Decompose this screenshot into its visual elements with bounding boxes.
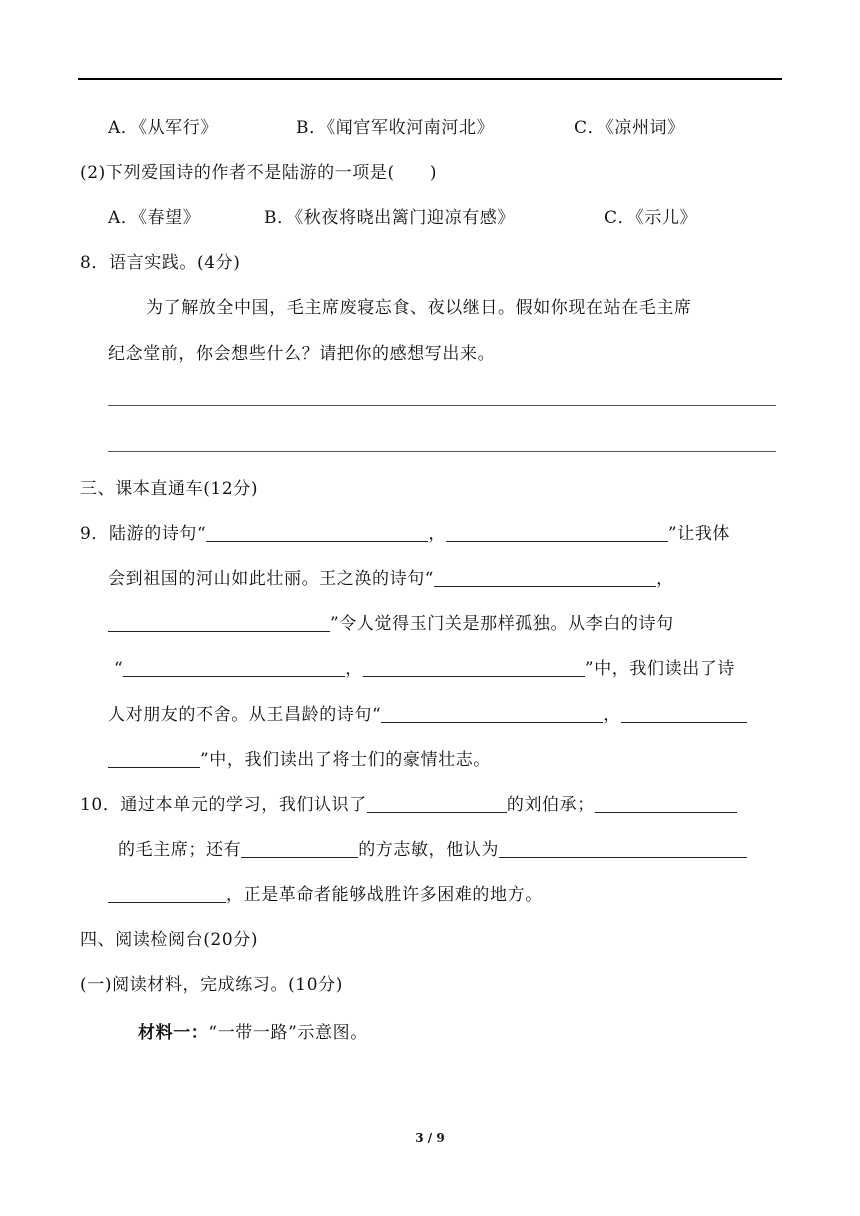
- fill-blank[interactable]: [108, 884, 226, 903]
- q7-1-options: [108, 117, 685, 139]
- q9-text: ，: [603, 705, 621, 725]
- fill-blank[interactable]: [621, 704, 747, 723]
- fill-blank[interactable]: [367, 794, 507, 813]
- section-three-title: 三、课本直通车(12分): [80, 479, 259, 499]
- q9-text: ”中，我们读出了诗: [584, 659, 735, 679]
- q8-prompt-line2: 纪念堂前，你会想些什么？请把你的感想写出来。: [108, 344, 496, 364]
- fill-blank[interactable]: [363, 658, 585, 677]
- option-a: A．《春望》: [108, 208, 201, 228]
- answer-line[interactable]: [108, 451, 776, 452]
- q8-title: 8．语言实践。(4分): [80, 253, 241, 273]
- fill-blank[interactable]: [446, 523, 668, 542]
- q9-line1: [80, 523, 730, 545]
- option-a: A．《从军行》: [108, 118, 218, 138]
- q9-line6: [108, 749, 491, 771]
- q9-text: ”中，我们读出了将士们的豪情壮志。: [200, 750, 491, 770]
- fill-blank[interactable]: [241, 839, 358, 858]
- q7-2-stem: (2)下列爱国诗的作者不是陆游的一项是( ): [80, 163, 438, 183]
- fill-blank[interactable]: [434, 568, 656, 587]
- q9-text: ”令人觉得玉门关是那样孤独。从李白的诗句: [330, 614, 674, 634]
- fill-blank[interactable]: [108, 613, 330, 632]
- q9-line3: [108, 613, 674, 635]
- material-one-text: “一带一路”示意图。: [208, 1023, 368, 1043]
- fill-blank[interactable]: [108, 749, 200, 768]
- material-one: [138, 1022, 368, 1044]
- q10-text: 的方志敏，他认为: [358, 840, 500, 860]
- answer-line[interactable]: [108, 405, 776, 406]
- q9-text: ，: [656, 569, 674, 589]
- section-four-title: 四、阅读检阅台(20分): [80, 930, 259, 950]
- q9-line5: [108, 704, 747, 726]
- option-b: B．《秋夜将晓出篱门迎凉有感》: [264, 208, 516, 228]
- fill-blank[interactable]: [206, 523, 428, 542]
- q7-2-options: [108, 207, 697, 229]
- q10-text: 10．通过本单元的学习，我们认识了: [80, 795, 367, 815]
- fill-blank[interactable]: [123, 658, 345, 677]
- option-c: C．《示儿》: [604, 208, 698, 228]
- q9-text: 人对朋友的不舍。从王昌龄的诗句“: [108, 705, 382, 725]
- q9-text: 9．陆游的诗句“: [80, 524, 207, 544]
- q10-text: ，正是革命者能够战胜许多困难的地方。: [226, 885, 543, 905]
- q8-prompt-line1: 为了解放全中国，毛主席废寝忘食、夜以继日。假如你现在站在毛主席: [146, 298, 692, 318]
- fill-blank[interactable]: [595, 794, 737, 813]
- q9-line4: [114, 658, 735, 680]
- fill-blank[interactable]: [499, 839, 747, 858]
- material-one-label: 材料一：: [138, 1023, 209, 1043]
- q9-text: “: [114, 659, 124, 679]
- option-b: B．《闻官军收河南河北》: [296, 118, 495, 138]
- header-rule: [78, 78, 782, 80]
- option-c: C．《凉州词》: [574, 118, 685, 138]
- page-number: 3 / 9: [415, 1131, 445, 1145]
- q10-text: 的毛主席；还有: [118, 840, 242, 860]
- q9-text: ，: [428, 524, 446, 544]
- q10-line2: [118, 839, 747, 861]
- fill-blank[interactable]: [381, 704, 603, 723]
- reading-one-title: (一)阅读材料，完成练习。(10分): [80, 975, 343, 995]
- q9-text: ，: [345, 659, 363, 679]
- q10-line3: [108, 884, 543, 906]
- q9-text: ”让我体: [667, 524, 731, 544]
- q10-text: 的刘伯承；: [506, 795, 595, 815]
- q9-line2: [108, 568, 674, 590]
- q10-line1: [80, 794, 737, 816]
- q9-text: 会到祖国的河山如此壮丽。王之涣的诗句“: [108, 569, 435, 589]
